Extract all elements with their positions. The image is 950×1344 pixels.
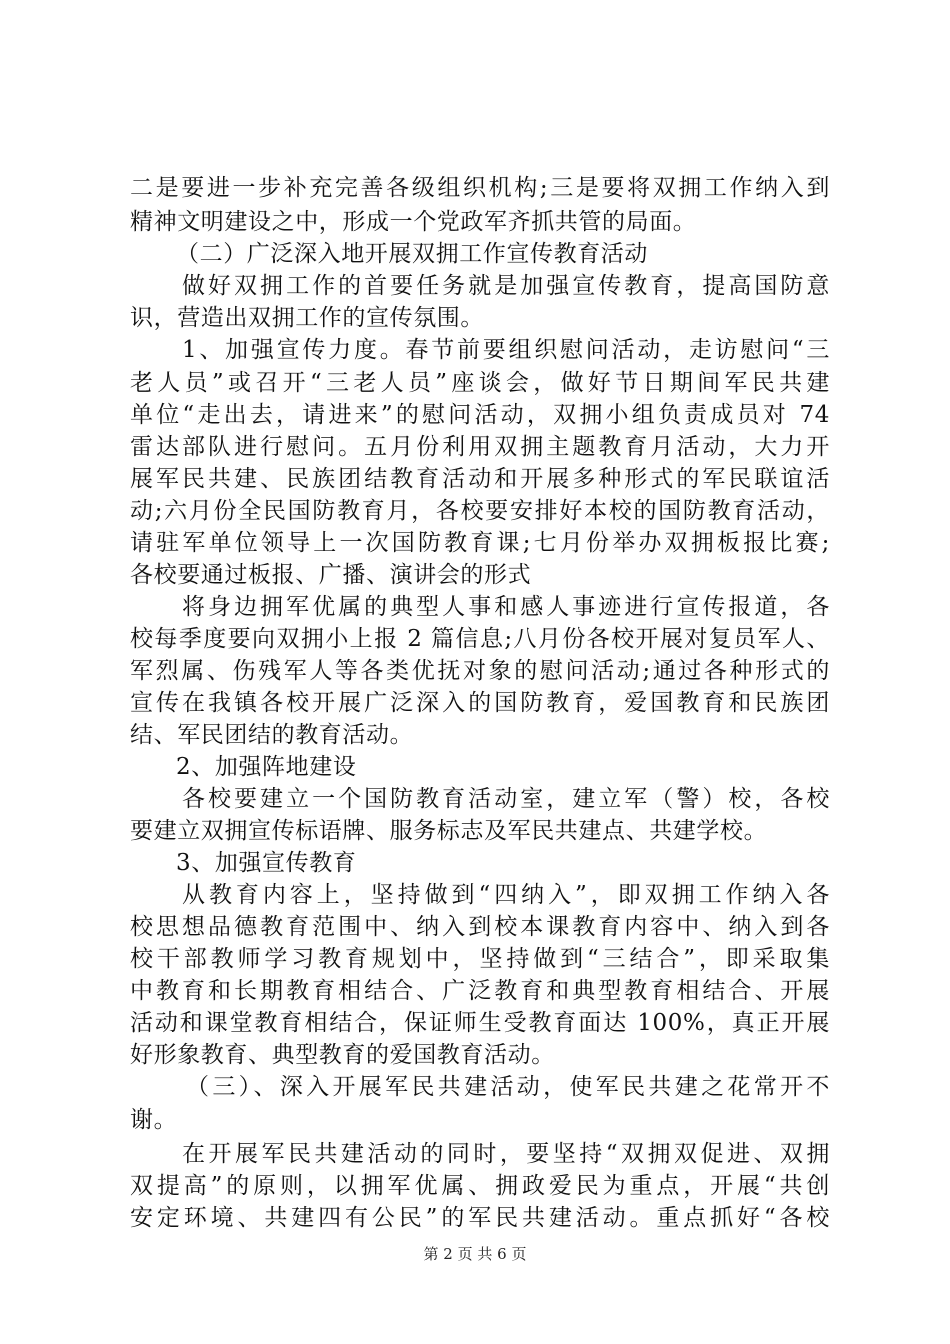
text-line: 军烈属、伤残军人等各类优抚对象的慰问活动;通过各种形式的 xyxy=(130,658,830,684)
text-line: 结、军民团结的教育活动。 xyxy=(130,722,414,748)
text-line: 雷达部队进行慰问。五月份利用双拥主题教育月活动，大力开 xyxy=(130,434,830,460)
text-line: 活动和课堂教育相结合，保证师生受教育面达 100%，真正开展 xyxy=(130,1010,830,1036)
text-line: 动;六月份全民国防教育月，各校要安排好本校的国防教育活动， xyxy=(130,498,830,524)
text-line: 安定环境、共建四有公民”的军民共建活动。重点抓好“各校 xyxy=(130,1205,830,1231)
text-line: 将身边拥军优属的典型人事和感人事迹进行宣传报道，各 xyxy=(182,594,830,620)
text-line: 老人员”或召开“三老人员”座谈会，做好节日期间军民共建 xyxy=(130,370,830,396)
text-line: 二是要进一步补充完善各级组织机构;三是要将双拥工作纳入到 xyxy=(130,175,830,201)
text-line: 要建立双拥宣传标语牌、服务标志及军民共建点、共建学校。 xyxy=(130,818,768,844)
text-line: 1、加强宣传力度。春节前要组织慰问活动，走访慰问“三 xyxy=(182,337,830,363)
text-line: 2、加强阵地建设 xyxy=(176,754,357,780)
text-line: 展军民共建、民族团结教育活动和开展多种形式的军民联谊活 xyxy=(130,466,830,492)
text-line: 从教育内容上，坚持做到“四纳入”，即双拥工作纳入各 xyxy=(182,882,830,908)
text-line: 校每季度要向双拥小上报 2 篇信息;八月份各校开展对复员军人、 xyxy=(130,626,830,652)
text-line: 识，营造出双拥工作的宣传氛围。 xyxy=(130,305,484,331)
text-line: 校干部教师学习教育规划中，坚持做到“三结合”，即采取集 xyxy=(130,946,830,972)
text-line: 宣传在我镇各校开展广泛深入的国防教育，爱国教育和民族团 xyxy=(130,690,830,716)
text-line: 好形象教育、典型教育的爱国教育活动。 xyxy=(130,1042,555,1068)
text-line: 各校要通过板报、广播、演讲会的形式 xyxy=(130,562,532,588)
text-line: 谢。 xyxy=(130,1107,178,1133)
text-line: （三）、深入开展军民共建活动，使军民共建之花常开不 xyxy=(186,1074,830,1100)
text-line: 做好双拥工作的首要任务就是加强宣传教育，提高国防意 xyxy=(182,273,830,299)
text-line: 校思想品德教育范围中、纳入到校本课教育内容中、纳入到各 xyxy=(130,914,830,940)
text-line: 双提高”的原则，以拥军优属、拥政爱民为重点，开展“共创 xyxy=(130,1173,830,1199)
text-line: （二）广泛深入地开展双拥工作宣传教育活动 xyxy=(176,241,648,267)
text-line: 3、加强宣传教育 xyxy=(176,850,357,876)
text-line: 单位“走出去，请进来”的慰问活动，双拥小组负责成员对 74 xyxy=(130,402,830,428)
text-line: 精神文明建设之中，形成一个党政军齐抓共管的局面。 xyxy=(130,209,697,235)
text-line: 请驻军单位领导上一次国防教育课;七月份举办双拥板报比赛; xyxy=(130,530,830,556)
text-line: 在开展军民共建活动的同时，要坚持“双拥双促进、双拥 xyxy=(182,1141,830,1167)
page-footer: 第 2 页 共 6 页 xyxy=(423,1245,527,1263)
text-line: 中教育和长期教育相结合、广泛教育和典型教育相结合、开展 xyxy=(130,978,830,1004)
text-line: 各校要建立一个国防教育活动室，建立军（警）校，各校 xyxy=(182,786,830,812)
